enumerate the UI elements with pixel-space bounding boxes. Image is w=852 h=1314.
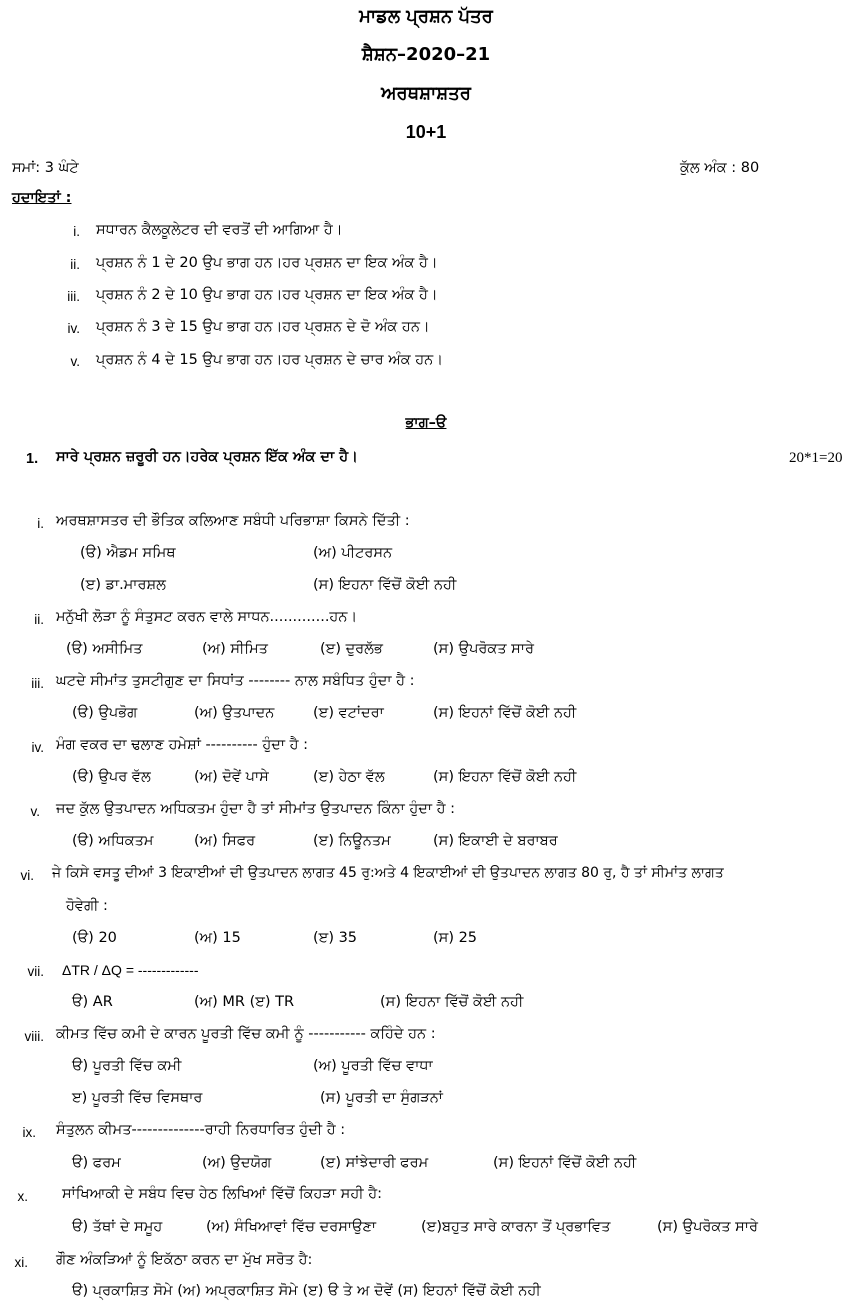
option: (ਅ) MR (ੲ) TR — [194, 994, 295, 1010]
option: (ੳ) ਉਪਭੋਗ — [72, 705, 138, 721]
subject-title: ਅਰਥਸ਼ਾਸ਼ਤਰ — [381, 83, 471, 104]
instruction-text: ਪ੍ਰਸ਼ਨ ਨੰ 2 ਦੇ 10 ਉਪ ਭਾਗ ਹਨ।ਹਰ ਪ੍ਰਸ਼ਨ ਦਾ ਇਕ ਅੰਕ ਹੈ। — [96, 287, 438, 303]
question-num: vii. — [27, 964, 44, 979]
question-text: ਜਦ ਕੁੱਲ ਉਤਪਾਦਨ ਅਧਿਕਤਮ ਹੁੰਦਾ ਹੈ ਤਾਂ ਸੀਮਾਂਤ ਉਤਪਾਦਨ ਕਿੰਨਾ ਹੁੰਦਾ ਹੈ : — [56, 801, 455, 817]
question-num: iii. — [31, 676, 44, 691]
question-num: v. — [30, 804, 40, 819]
option: (ਸ) ਇਕਾਈ ਦੇ ਬਰਾਬਰ — [433, 833, 558, 849]
question-text: ਕੀਮਤ ਵਿੱਚ ਕਮੀ ਦੇ ਕਾਰਨ ਪੂਰਤੀ ਵਿੱਚ ਕਮੀ ਨੂੰ ----------- ਕਹਿੰਦੇ ਹਨ : — [56, 1026, 436, 1042]
option: (ੳ) ਐਡਮ ਸਮਿਥ — [80, 545, 176, 561]
question-text-continued: ਹੋਵੇਗੀ : — [66, 898, 108, 914]
option: (ੲ) 35 — [313, 930, 358, 946]
section-heading: ਭਾਗ–ੳ — [405, 415, 447, 431]
question-number: 1. — [26, 451, 39, 467]
instruction-text: ਪ੍ਰਸ਼ਨ ਨੰ 1 ਦੇ 20 ਉਪ ਭਾਗ ਹਨ।ਹਰ ਪ੍ਰਸ਼ਨ ਦਾ ਇਕ ਅੰਕ ਹੈ। — [96, 255, 438, 271]
question-num: xi. — [14, 1255, 28, 1270]
option: (ੳ) ਅਧਿਕਤਮ — [72, 833, 154, 849]
instruction-num: ii. — [70, 257, 80, 272]
question-text: ਅਰਥਸ਼ਾਸਤਰ ਦੀ ਭੌਤਿਕ ਕਲਿਆਣ ਸਬੰਧੀ ਪਰਿਭਾਸ਼ਾ ਕਿਸਨੇ ਦਿੱਤੀ : — [56, 513, 410, 529]
question-text: ਘਟਦੇ ਸੀਮਾਂਤ ਤੁਸਟੀਗੁਣ ਦਾ ਸਿਧਾਂਤ -------- ਨਾਲ ਸਬੰਧਿਤ ਹੁੰਦਾ ਹੈ : — [56, 673, 415, 689]
option: (ੳ) ਅਸੀਮਿਤ — [66, 641, 143, 657]
question-num: ii. — [34, 612, 44, 627]
option: (ਅ) ਸਿਫਰ — [194, 833, 256, 849]
option: (ਅ) ਪੀਟਰਸਨ — [313, 545, 393, 561]
option: (ਅ) ਸੰਖਿਆਵਾਂ ਵਿੱਚ ਦਰਸਾਉਣਾ — [206, 1219, 377, 1235]
option: ੳ) ਪੂਰਤੀ ਵਿੱਚ ਕਮੀ — [72, 1058, 182, 1074]
section-instruction: ਸਾਰੇ ਪ੍ਰਸ਼ਨ ਜ਼ਰੂਰੀ ਹਨ।ਹਰੇਕ ਪ੍ਰਸ਼ਨ ਇੱਕ ਅੰਕ ਦਾ ਹੈ। — [56, 449, 358, 465]
instruction-num: iv. — [67, 321, 80, 336]
section-marks: 20*1=20 — [789, 450, 843, 466]
instruction-text: ਪ੍ਰਸ਼ਨ ਨੰ 3 ਦੇ 15 ਉਪ ਭਾਗ ਹਨ।ਹਰ ਪ੍ਰਸ਼ਨ ਦੇ ਦੋ ਅੰਕ ਹਨ। — [96, 319, 430, 335]
option: (ੲ) ਡਾ.ਮਾਰਸ਼ਲ — [80, 577, 166, 593]
question-text: ਗੌਣ ਅੰਕੜਿਆਂ ਨੂੰ ਇਕੱਠਾ ਕਰਨ ਦਾ ਮੁੱਖ ਸਰੋਤ ਹੈ: — [56, 1252, 313, 1268]
instruction-num: iii. — [67, 289, 80, 304]
question-text: ਜੇ ਕਿਸੇ ਵਸਤੂ ਦੀਆਂ 3 ਇਕਾਈਆਂ ਦੀ ਉਤਪਾਦਨ ਲਾਗਤ 45 ਰੁ:ਅਤੇ 4 ਇਕਾਈਆਂ ਦੀ ਉਤਪਾਦਨ ਲਾਗਤ 80 ਰੁ, ਹੈ ਤਾਂ ਸੀਮਾਂਤ ਲਾਗਤ — [52, 865, 724, 881]
option: (ੳ) 20 — [72, 930, 117, 946]
session-label: ਸ਼ੈਸ਼ਨ–2020–21 — [361, 44, 491, 65]
instruction-num: i. — [73, 224, 80, 239]
question-text: ਸਾਂਖਿਆਕੀ ਦੇ ਸਬੰਧ ਵਿਚ ਹੇਠ ਲਿਖਿਆਂ ਵਿੱਚੋਂ ਕਿਹੜਾ ਸਹੀ ਹੈ: — [62, 1186, 382, 1202]
instruction-text: ਪ੍ਰਸ਼ਨ ਨੰ 4 ਦੇ 15 ਉਪ ਭਾਗ ਹਨ।ਹਰ ਪ੍ਰਸ਼ਨ ਦੇ ਚਾਰ ਅੰਕ ਹਨ। — [96, 352, 443, 368]
option: ੲ) ਪੂਰਤੀ ਵਿੱਚ ਵਿਸਥਾਰ — [72, 1090, 203, 1106]
time-label: ਸਮਾਂ: 3 ਘੰਟੇ — [12, 160, 79, 176]
instruction-num: v. — [70, 354, 80, 369]
option: (ੲ) ਵਟਾਂਦਰਾ — [313, 705, 384, 721]
question-num: viii. — [24, 1029, 44, 1044]
option: ੳ) ਪ੍ਰਕਾਸ਼ਿਤ ਸੋਮੇ (ਅ) ਅਪ੍ਰਕਾਸ਼ਿਤ ਸੋਮੇ (ੲ) ੳ ਤੇ ਅ ਦੋਵੇਂ (ਸ) ਇਹਨਾਂ ਵਿੱਚੋਂ ਕੋਈ ਨਹੀ — [72, 1283, 541, 1299]
option: (ੲ)ਬਹੁਤ ਸਾਰੇ ਕਾਰਨਾ ਤੋਂ ਪ੍ਰਭਾਵਿਤ — [421, 1219, 611, 1235]
option: (ਸ) ਇਹਨਾ ਵਿੱਚੋਂ ਕੋਈ ਨਹੀ — [433, 769, 577, 785]
option: (ੲ) ਦੁਰਲੱਭ — [320, 641, 383, 657]
question-text: ਸੰਤੁਲਨ ਕੀਮਤ--------------ਰਾਹੀ ਨਿਰਧਾਰਿਤ ਹੁੰਦੀ ਹੈ : — [56, 1122, 346, 1138]
question-text: ਮੰਗ ਵਕਰ ਦਾ ਢਲਾਣ ਹਮੇਸ਼ਾਂ ---------- ਹੁੰਦਾ ਹੈ : — [56, 737, 309, 753]
option: (ੳ) ਉਪਰ ਵੱਲ — [72, 769, 151, 785]
option: (ਅ) ਉਦਯੋਗ — [202, 1155, 272, 1171]
option: (ਅ) ਉਤਪਾਦਨ — [194, 705, 275, 721]
option: (ਅ) ਪੂਰਤੀ ਵਿੱਚ ਵਾਧਾ — [313, 1058, 433, 1074]
option: (ਸ) ਇਹਨਾ ਵਿੱਚੋਂ ਕੋਈ ਨਹੀ — [313, 577, 457, 593]
option: (ੲ) ਨਿਊਨਤਮ — [313, 833, 391, 849]
option: ੳ) ਤੱਥਾਂ ਦੇ ਸਮੂਹ — [72, 1219, 163, 1235]
option: (ਸ) ਉਪਰੋਕਤ ਸਾਰੇ — [433, 641, 534, 657]
option: (ਅ) ਦੋਵੇਂ ਪਾਸੇ — [194, 769, 269, 785]
option: (ੲ) ਸਾਂਝੇਦਾਰੀ ਫਰਮ — [320, 1155, 429, 1171]
question-num: i. — [37, 516, 44, 531]
option: (ਸ) ਪੂਰਤੀ ਦਾ ਸੁੰਗੜਨਾਂ — [320, 1090, 443, 1106]
option: (ਸ) ਇਹਨਾਂ ਵਿੱਚੋਂ ਕੋਈ ਨਹੀ — [493, 1155, 637, 1171]
option: (ਸ) ਇਹਨਾਂ ਵਿੱਚੋਂ ਕੋਈ ਨਹੀ — [433, 705, 577, 721]
question-num: ix. — [22, 1125, 36, 1140]
instruction-text: ਸਧਾਰਨ ਕੈਲਕੂਲੇਟਰ ਦੀ ਵਰਤੋਂ ਦੀ ਆਗਿਆ ਹੈ। — [96, 222, 343, 238]
question-num: iv. — [31, 740, 44, 755]
question-text: ਮਨੁੱਖੀ ਲੋੜਾ ਨੂੰ ਸੰਤੁਸਟ ਕਰਨ ਵਾਲੇ ਸਾਧਨ.............ਹਨ। — [56, 609, 358, 625]
option: ੳ) ਫਰਮ — [72, 1155, 121, 1171]
question-num: x. — [17, 1189, 28, 1204]
question-num: vi. — [20, 868, 34, 883]
total-marks-label: ਕੁੱਲ ਅੰਕ : 80 — [680, 160, 760, 176]
option: (ਅ) ਸੀਮਿਤ — [202, 641, 268, 657]
option: (ਸ) ਉਪਰੋਕਤ ਸਾਰੇ — [657, 1219, 758, 1235]
option: (ਅ) 15 — [194, 930, 241, 946]
option: (ੲ) ਹੇਠਾ ਵੱਲ — [313, 769, 385, 785]
paper-title: ਮਾਡਲ ਪ੍ਰਸ਼ਨ ਪੱਤਰ — [359, 6, 493, 27]
instructions-heading: ਹਦਾਇਤਾਂ : — [12, 190, 72, 206]
class-label: 10+1 — [405, 122, 447, 142]
option: (ਸ) ਇਹਨਾ ਵਿੱਚੋਂ ਕੋਈ ਨਹੀ — [380, 994, 524, 1010]
question-text: ΔTR / ΔQ = ------------- — [62, 962, 199, 978]
option: ੳ) AR — [72, 994, 113, 1010]
option: (ਸ) 25 — [433, 930, 478, 946]
